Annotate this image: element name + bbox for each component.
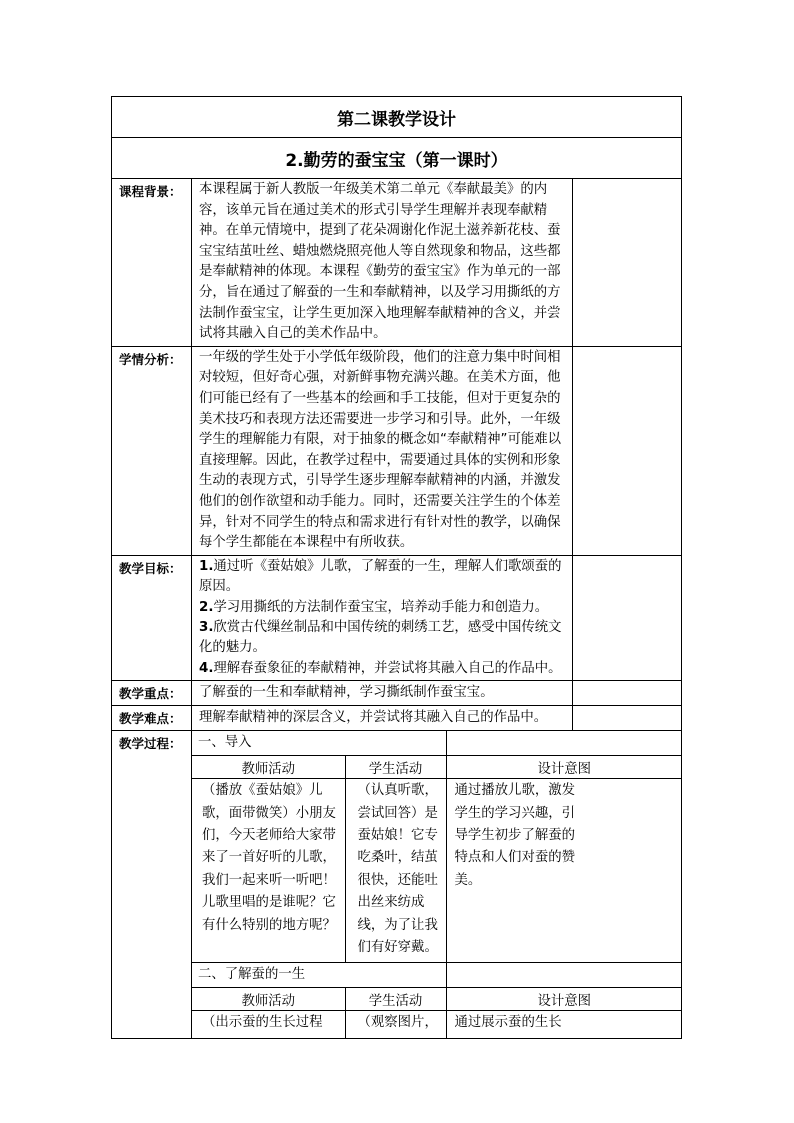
analysis-extra-cell: [573, 346, 682, 555]
process-row: [112, 731, 682, 1039]
background-label: 课程背景：: [112, 179, 192, 347]
section-title-intro: 一、导入: [192, 731, 446, 756]
difficulties-row: [112, 706, 682, 731]
header-intent: 设计意图: [446, 756, 682, 779]
key-points-label: 教学重点：: [112, 681, 192, 706]
goal-text: 学习用撕纸的方法制作蚕宝宝，培养动手能力和创造力。: [213, 599, 549, 615]
goal-item: [199, 618, 569, 659]
goal-item: [199, 659, 569, 679]
goals-extra-cell: [573, 555, 682, 680]
section-title-lifecycle: 二、了解蚕的一生: [192, 963, 446, 988]
goal-item: [199, 557, 569, 598]
section-spacer: [446, 963, 682, 988]
goals-row: [112, 555, 682, 680]
goal-number: 2.: [199, 599, 214, 615]
difficulties-text: 理解奉献精神的深层含义，并尝试将其融入自己的作品中。: [192, 706, 573, 731]
key-points-extra-cell: [573, 681, 682, 706]
process-container: [192, 731, 682, 1039]
lifecycle-intent-cell: [446, 1011, 682, 1038]
goal-number: 1.: [199, 558, 214, 574]
page-title: 第二课教学设计: [112, 97, 682, 138]
header-teacher: 教师活动: [192, 988, 345, 1011]
goal-text: 理解春蚕象征的奉献精神，并尝试将其融入自己的作品中。: [213, 660, 562, 676]
analysis-label: 学情分析：: [112, 346, 192, 555]
lesson-subtitle: 2.勤劳的蚕宝宝（第一课时）: [112, 138, 682, 179]
goals-list: [192, 555, 573, 680]
background-row: [112, 179, 682, 347]
header-student: 学生活动: [345, 756, 446, 779]
difficulties-label: 教学难点：: [112, 706, 192, 731]
lifecycle-design-intent: 通过展示蚕的生长: [454, 1015, 562, 1031]
lesson-plan-table: [111, 96, 682, 1039]
intro-teacher-activity: （播放《蚕姑娘》儿歌，面带微笑）小朋友们，今天老师给大家带来了一首好听的儿歌，我们一起来听一听吧！儿歌里唱的是谁呢？它有什么特别的地方呢？: [192, 779, 345, 963]
lifecycle-teacher-activity: （出示蚕的生长过程: [192, 1011, 345, 1038]
goals-label: 教学目标：: [112, 555, 192, 680]
section-spacer: [446, 731, 682, 756]
goal-number: 3.: [199, 619, 214, 635]
difficulties-extra-cell: [573, 706, 682, 731]
goal-item: [199, 598, 569, 618]
header-student: 学生活动: [345, 988, 446, 1011]
key-points-text: 了解蚕的一生和奉献精神，学习撕纸制作蚕宝宝。: [192, 681, 573, 706]
goal-text: 通过听《蚕姑娘》儿歌，了解蚕的一生，理解人们歌颂蚕的原因。: [199, 558, 562, 595]
goal-text: 欣赏古代缫丝制品和中国传统的刺绣工艺，感受中国传统文化的魅力。: [199, 619, 562, 656]
intro-student-activity: （认真听歌，尝试回答）是蚕姑娘！它专吃桑叶，结茧很快，还能吐出丝来纺成线，为了让我们有好穿戴。: [345, 779, 446, 963]
key-points-row: [112, 681, 682, 706]
lifecycle-student-activity: （观察图片，: [345, 1011, 446, 1038]
background-extra-cell: [573, 179, 682, 347]
analysis-text: 一年级的学生处于小学低年级阶段，他们的注意力集中时间相对较短，但好奇心强，对新鲜事物充满兴趣。在美术方面，他们可能已经有了一些基本的绘画和手工技能，但对于更复杂的美术技巧和表现方法还需要进一步学习和引导。此外，一年级学生的理解能力有限，对于抽象的概念如“奉献精神”可能难以直接理解。因此，在教学过程中，需要通过具体的实例和形象生动的表现方式，引导学生逐步理解奉献精神的内涵，并激发他们的创作欲望和动手能力。同时，还需要关注学生的个体差异，针对不同学生的特点和需求进行有针对性的教学，以确保每个学生都能在本课程中有所收获。: [192, 346, 573, 555]
header-intent: 设计意图: [446, 988, 682, 1011]
background-text: 本课程属于新人教版一年级美术第二单元《奉献最美》的内容，该单元旨在通过美术的形式引导学生理解并表现奉献精神。在单元情境中，提到了花朵凋谢化作泥土滋养新花枝、蚕宝宝结茧吐丝、蜡烛燃烧照亮他人等自然现象和物品，这些都是奉献精神的体现。本课程《勤劳的蚕宝宝》作为单元的一部分，旨在通过了解蚕的一生和奉献精神，以及学习用撕纸的方法制作蚕宝宝，让学生更加深入地理解奉献精神的含义，并尝试将其融入自己的美术作品中。: [192, 179, 573, 347]
intro-design-intent: 通过播放儿歌，激发学生的学习兴趣，引导学生初步了解蚕的特点和人们对蚕的赞美。: [454, 783, 576, 888]
header-teacher: 教师活动: [192, 756, 345, 779]
process-label: 教学过程：: [112, 731, 192, 1039]
intro-intent-cell: [446, 779, 682, 963]
goal-number: 4.: [199, 660, 214, 676]
analysis-row: [112, 346, 682, 555]
process-table: [192, 731, 682, 1038]
